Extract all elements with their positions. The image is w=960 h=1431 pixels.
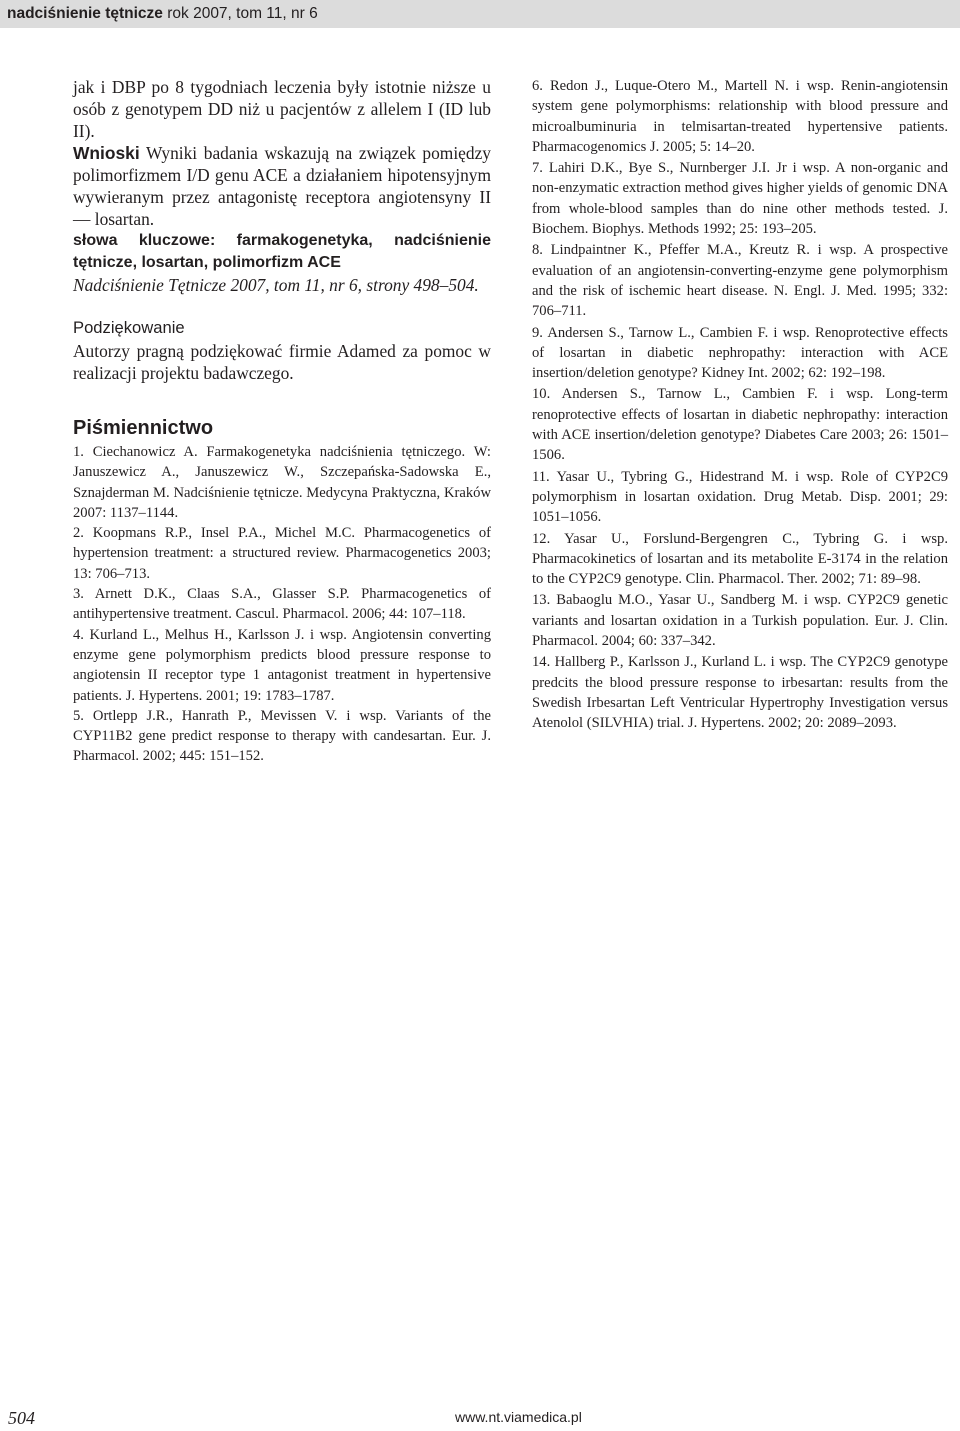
reference-item: 9. Andersen S., Tarnow L., Cambien F. i wsp. Renoprotective effects of losartan in diabetic nephropathy: interaction with ACE insertion/deletion genotype? Kidney Int. 2002; 62: 192–198. [532,324,948,382]
reference-item: 11. Yasar U., Tybring G., Hidestrand M. i wsp. Role of CYP2C9 polymorphism in losartan oxidation. Drug Metab. Disp. 2001; 29: 1051–1056. [532,468,948,526]
reference-item: 14. Hallberg P., Karlsson J., Kurland L. i wsp. The CYP2C9 genotype predcits the blood pressure response to irbesartan: results from the Swedish Irbesartan Left Ventricular Hypertrophy Investigation versus Atenolol (SILVHIA) trial. J. Hypertens. 2002; 20: 2089–2093. [532,654,948,732]
footer-url: www.nt.viamedica.pl [455,1409,582,1425]
reference-list-left [73,442,491,767]
acknowledgement-text: Autorzy pragną podziękować firmie Adamed za pomoc w realizacji projektu badawczego. [73,341,491,383]
reference-item: 4. Kurland L., Melhus H., Karlsson J. i wsp. Angiotensin converting enzyme gene polymorphism predicts blood pressure response to angiotensin II receptor type 1 antagonist treatment in hypertensive patients. J. Hypertens. 2001; 19: 1783–1787. [73,626,491,704]
reference-item: 6. Redon J., Luque-Otero M., Martell N. i wsp. Renin-angiotensin system gene polymorphisms: relationship with blood pressure and microalbuminuria in telmisartan-treated hypertensive patients. Pharmacogenomics J. 2005; 5: 14–20. [532,78,948,155]
reference-list-right [532,76,948,734]
keywords: słowa kluczowe: farmakogenetyka, nadciśnienie tętnicze, losartan, polimorfizm ACE [73,232,491,271]
abstract [73,76,491,296]
reference-item: 2. Koopmans R.P., Insel P.A., Michel M.C. Pharmacogenetics of hypertension treatment: a structured review. Pharmacogenetics 2003; 13: 706–713. [73,525,491,582]
reference-item: 12. Yasar U., Forslund-Bergengren C., Tybring G. i wsp. Pharmacokinetics of losartan and its metabolite E-3174 in the relation to the CYP2C9 genotype. Clin. Pharmacol. Ther. 2002; 71: 89–98. [532,530,948,588]
conclusions [73,142,491,230]
acknowledgement-title: Podziękowanie [73,318,185,337]
reference-item: 8. Lindpaintner K., Pfeffer M.A., Kreutz R. i wsp. A prospective evaluation of an angiotensin-converting-enzyme gene polymorphism and the risk of ischemic heart disease. N. Engl. J. Med. 1995; 332: 706–711. [532,242,948,320]
citation: Nadciśnienie Tętnicze 2007, tom 11, nr 6, strony 498–504. [73,275,479,295]
right-column [532,76,948,735]
journal-name: nadciśnienie tętnicze [7,5,163,22]
conclusions-label: Wnioski [73,143,140,163]
reference-item: 10. Andersen S., Tarnow L., Cambien F. i wsp. Long-term renoprotective effects of losartan in diabetic nephropathy: interaction with ACE insertion/deletion genotype? Diabetes Care 2003; 26: 1501–1506. [532,386,948,464]
left-column [73,76,491,767]
issue-info: rok 2007, tom 11, nr 6 [167,5,318,22]
reference-item: 5. Ortlepp J.R., Hanrath P., Mevissen V. i wsp. Variants of the CYP11B2 gene predict response to therapy with candesartan. Eur. J. Pharmacol. 2002; 445: 151–152. [73,707,491,765]
running-header [0,0,960,28]
reference-item: 3. Arnett D.K., Claas S.A., Glasser S.P. Pharmacogenetics of antihypertensive treatment. Cascul. Pharmacol. 2006; 44: 107–118. [73,586,491,623]
page-number: 504 [8,1408,35,1428]
references-title: Piśmiennictwo [73,417,214,439]
reference-item: 1. Ciechanowicz A. Farmakogenetyka nadciśnienia tętniczego. W: Januszewicz A., Januszewicz W., Szczepańska-Sadowska E., Sznajderman M. Nadciśnienie tętnicze. Medycyna Praktyczna, Kraków 2007: 1137–1144. [73,444,491,521]
results-continuation: jak i DBP po 8 tygodniach leczenia były istotnie niższe u osób z genotypem DD niż u pacjentów z allelem I (ID lub II). [73,77,491,141]
reference-item: 13. Babaoglu M.O., Yasar U., Sandberg M. i wsp. CYP2C9 genetic variants and losartan oxidation in a Turkish population. Eur. J. Clin. Pharmacol. 2004; 60: 337–342. [532,592,948,650]
reference-item: 7. Lahiri D.K., Bye S., Nurnberger J.I. Jr i wsp. A non-organic and non-enzymatic extraction method gives higher yields of genomic DNA from whole-blood samples than do nine other methods tested. J. Biochem. Biophys. Methods 1992; 25: 193–205. [532,160,948,238]
conclusions-text: Wyniki badania wskazują na związek pomiędzy polimorfizmem I/D genu ACE a działaniem hipotensyjnym wywieranym przez antagonistę receptora angiotensyny II — losartan. [73,143,491,229]
